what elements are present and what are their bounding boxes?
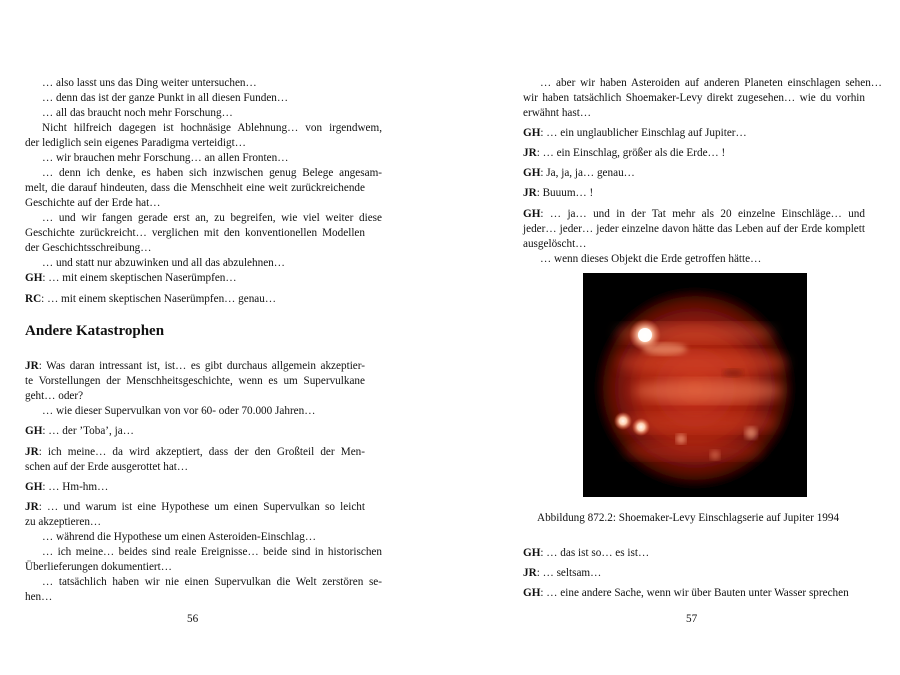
text-line: … während die Hypothese um einen Asteroiden-Einschlag… bbox=[42, 531, 317, 543]
text-line: … also lasst uns das Ding weiter untersuchen… bbox=[42, 77, 257, 89]
speaker: GH bbox=[523, 587, 541, 599]
text-line: … wie dieser Supervulkan von vor 60- oder 70.000 Jahren… bbox=[42, 405, 316, 417]
speaker: JR bbox=[523, 147, 537, 159]
speaker: GH bbox=[523, 167, 541, 179]
text-line: Geschichte auf der Erde hat… bbox=[25, 197, 161, 209]
dialog-text: : … ein Einschlag, größer als die Erde… ! bbox=[536, 147, 726, 159]
right-page bbox=[523, 0, 882, 675]
speaker: GH bbox=[523, 208, 541, 220]
dialog-text: : … mit einem skeptischen Naserümpfen… genau… bbox=[41, 293, 277, 305]
text-line: … aber wir haben Asteroiden auf anderen Planeten einschlagen sehen… bbox=[540, 77, 882, 89]
page-number: 56 bbox=[187, 613, 199, 625]
text-line: … wenn dieses Objekt die Erde getroffen hätte… bbox=[540, 253, 762, 265]
dialog-text: : Was daran intressant ist, ist… es gibt durchaus allgemein akzeptier- bbox=[38, 360, 365, 372]
dialog-line bbox=[523, 546, 649, 560]
text-line: … und statt nur abzuwinken und all das abzulehnen… bbox=[42, 257, 285, 269]
text-line: … ich meine… beides sind reale Ereignisse… beide sind in historischen bbox=[42, 546, 382, 558]
dialog-text: : … ein unglaublicher Einschlag auf Jupiter… bbox=[540, 127, 747, 139]
dialog-text: : … und warum ist eine Hypothese um einen Supervulkan so leicht bbox=[38, 501, 365, 513]
section-heading: Andere Katastrophen bbox=[25, 323, 165, 339]
text-line: schen auf der Erde ausgerottet hat… bbox=[25, 461, 189, 473]
dialog-line bbox=[523, 126, 747, 140]
text-line: … und wir fangen gerade erst an, zu begreifen, wie viel weiter diese bbox=[42, 212, 382, 224]
text-line: … denn das ist der ganze Punkt in all diesen Funden… bbox=[42, 92, 289, 104]
dialog-line bbox=[523, 207, 865, 221]
speaker: JR bbox=[25, 360, 39, 372]
text-line: der lediglich sein eigenes Paradigma verteidigt… bbox=[25, 137, 246, 149]
dialog-text: : Buuum… ! bbox=[536, 187, 594, 199]
dialog-line bbox=[25, 359, 365, 373]
speaker: JR bbox=[523, 567, 537, 579]
dialog-line bbox=[523, 186, 593, 200]
text-line: jeder… jeder… jeder einzelne davon hätte das Leben auf der Erde komplett bbox=[523, 223, 865, 235]
left-page bbox=[25, 0, 382, 675]
dialog-line bbox=[25, 445, 365, 459]
text-line: ausgelöscht… bbox=[523, 238, 587, 250]
speaker: JR bbox=[25, 446, 39, 458]
text-line: Geschichte zurückreicht… verglichen mit den konventionellen Modellen bbox=[25, 227, 365, 239]
text-line: … wir brauchen mehr Forschung… an allen Fronten… bbox=[42, 152, 289, 164]
text-line: … tatsächlich haben wir nie einen Supervulkan die Welt zerstören se- bbox=[42, 576, 382, 588]
dialog-line bbox=[25, 271, 237, 285]
text-line: … denn ich denke, es haben sich inzwischen genug Belege angesam- bbox=[42, 167, 382, 179]
jupiter-planet-graphic bbox=[583, 273, 807, 497]
dialog-line bbox=[25, 500, 365, 514]
dialog-text: : … eine andere Sache, wenn wir über Bauten unter Wasser sprechen bbox=[540, 587, 849, 599]
dialog-text: : … das ist so… es ist… bbox=[540, 547, 650, 559]
dialog-line bbox=[25, 292, 276, 306]
text-line: geht… oder? bbox=[25, 390, 84, 402]
speaker: JR bbox=[25, 501, 39, 513]
speaker: GH bbox=[523, 547, 541, 559]
speaker: RC bbox=[25, 293, 42, 305]
dialog-text: : … mit einem skeptischen Naserümpfen… bbox=[42, 272, 237, 284]
dialog-line bbox=[523, 586, 849, 600]
dialog-text: : … Hm-hm… bbox=[42, 481, 109, 493]
text-line: te Vorstellungen der Menschheitsgeschichte, wenn es um Supervulkane bbox=[25, 375, 365, 387]
text-line: hen… bbox=[25, 591, 53, 603]
dialog-text: : Ja, ja, ja… genau… bbox=[540, 167, 635, 179]
dialog-line bbox=[523, 146, 725, 160]
dialog-line bbox=[523, 566, 601, 580]
text-line: melt, die darauf hindeuten, dass die Menschheit eine weit zurückreichende bbox=[25, 182, 365, 194]
speaker: GH bbox=[523, 127, 541, 139]
text-line: zu akzeptieren… bbox=[25, 516, 102, 528]
dialog-text: : … seltsam… bbox=[536, 567, 602, 579]
text-line: wir haben tatsächlich Shoemaker-Levy direkt zugesehen… wie du vorhin bbox=[523, 92, 865, 104]
jupiter-impact-image bbox=[583, 273, 807, 497]
text-line: erwähnt hast… bbox=[523, 107, 592, 119]
dialog-text: : … ja… und in der Tat mehr als 20 einzelne Einschläge… und bbox=[540, 208, 865, 220]
speaker: GH bbox=[25, 272, 43, 284]
dialog-line bbox=[523, 166, 635, 180]
speaker: GH bbox=[25, 425, 43, 437]
text-line: Nicht hilfreich dagegen ist hochnäsige Ablehnung… von irgendwem, bbox=[42, 122, 382, 134]
speaker: GH bbox=[25, 481, 43, 493]
dialog-text: : ich meine… da wird akzeptiert, dass der den Großteil der Men- bbox=[38, 446, 365, 458]
dialog-line bbox=[25, 424, 134, 438]
dialog-line bbox=[25, 480, 108, 494]
page-number: 57 bbox=[686, 613, 698, 625]
speaker: JR bbox=[523, 187, 537, 199]
text-line: Überlieferungen dokumentiert… bbox=[25, 561, 172, 573]
dialog-text: : … der ’Toba’, ja… bbox=[42, 425, 134, 437]
text-line: der Geschichtsschreibung… bbox=[25, 242, 152, 254]
figure-caption: Abbildung 872.2: Shoemaker-Levy Einschlagserie auf Jupiter 1994 bbox=[537, 512, 840, 524]
text-line: … all das braucht noch mehr Forschung… bbox=[42, 107, 233, 119]
